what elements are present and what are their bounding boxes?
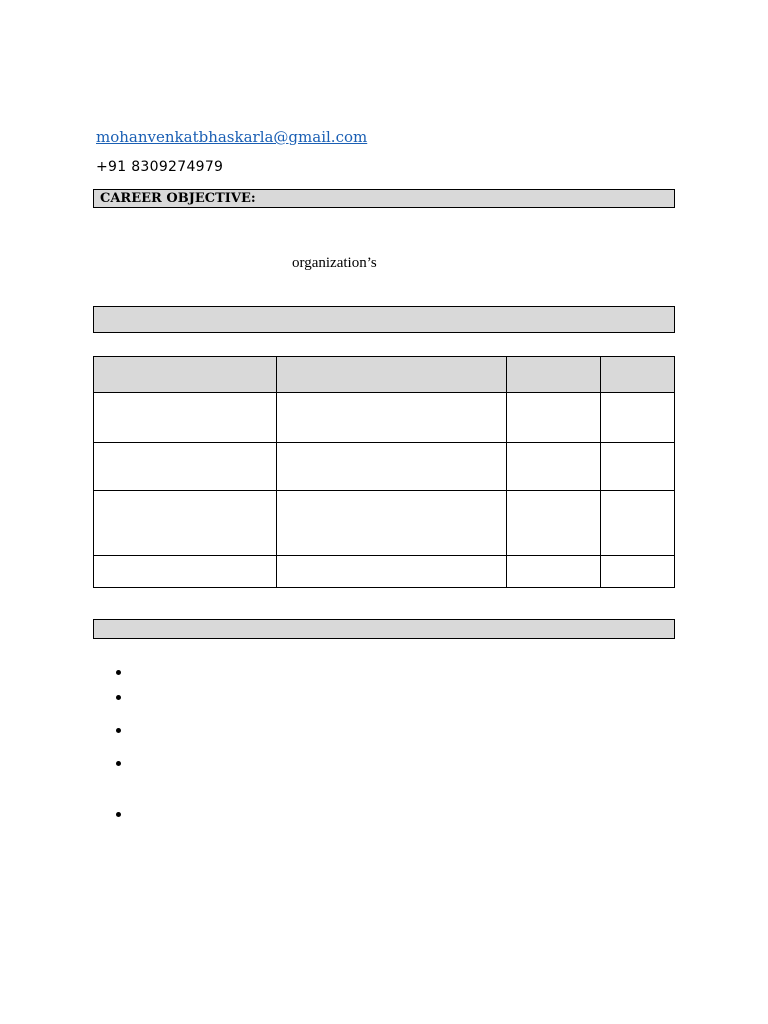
bullet-icon xyxy=(116,728,121,733)
phone-number: +91 8309274979 xyxy=(96,159,224,175)
table-cell xyxy=(94,443,277,491)
bullet-icon xyxy=(116,695,121,700)
bullet-icon xyxy=(116,812,121,817)
career-objective-text: organization’s xyxy=(292,255,377,271)
list-item xyxy=(116,728,122,734)
table-header-cell xyxy=(600,357,674,393)
career-objective-bar xyxy=(93,189,675,208)
table-header-cell xyxy=(506,357,600,393)
table-cell xyxy=(506,443,600,491)
table-cell xyxy=(506,393,600,443)
table-cell xyxy=(600,443,674,491)
table-header-row xyxy=(94,357,675,393)
career-objective-heading: CAREER OBJECTIVE: xyxy=(100,191,256,206)
education-table xyxy=(93,356,675,588)
table-cell xyxy=(600,491,674,556)
education-section-bar xyxy=(93,306,675,333)
list-item xyxy=(116,670,122,676)
table-cell xyxy=(277,556,506,588)
bullet-icon xyxy=(116,761,121,766)
table-cell xyxy=(94,556,277,588)
table-row xyxy=(94,393,675,443)
table-header-cell xyxy=(277,357,506,393)
list-item xyxy=(116,812,122,818)
table-cell xyxy=(94,393,277,443)
bullet-icon xyxy=(116,670,121,675)
table-row xyxy=(94,556,675,588)
table-row xyxy=(94,443,675,491)
email-link[interactable]: mohanvenkatbhaskarla@gmail.com xyxy=(96,128,368,146)
table-cell xyxy=(506,491,600,556)
list-item xyxy=(116,695,122,701)
skills-section-bar xyxy=(93,619,675,639)
table-row xyxy=(94,491,675,556)
table-cell xyxy=(277,443,506,491)
table-cell xyxy=(600,556,674,588)
table-cell xyxy=(277,491,506,556)
table-cell xyxy=(506,556,600,588)
table-header-cell xyxy=(94,357,277,393)
list-item xyxy=(116,761,122,767)
table-cell xyxy=(94,491,277,556)
table-cell xyxy=(277,393,506,443)
table-cell xyxy=(600,393,674,443)
